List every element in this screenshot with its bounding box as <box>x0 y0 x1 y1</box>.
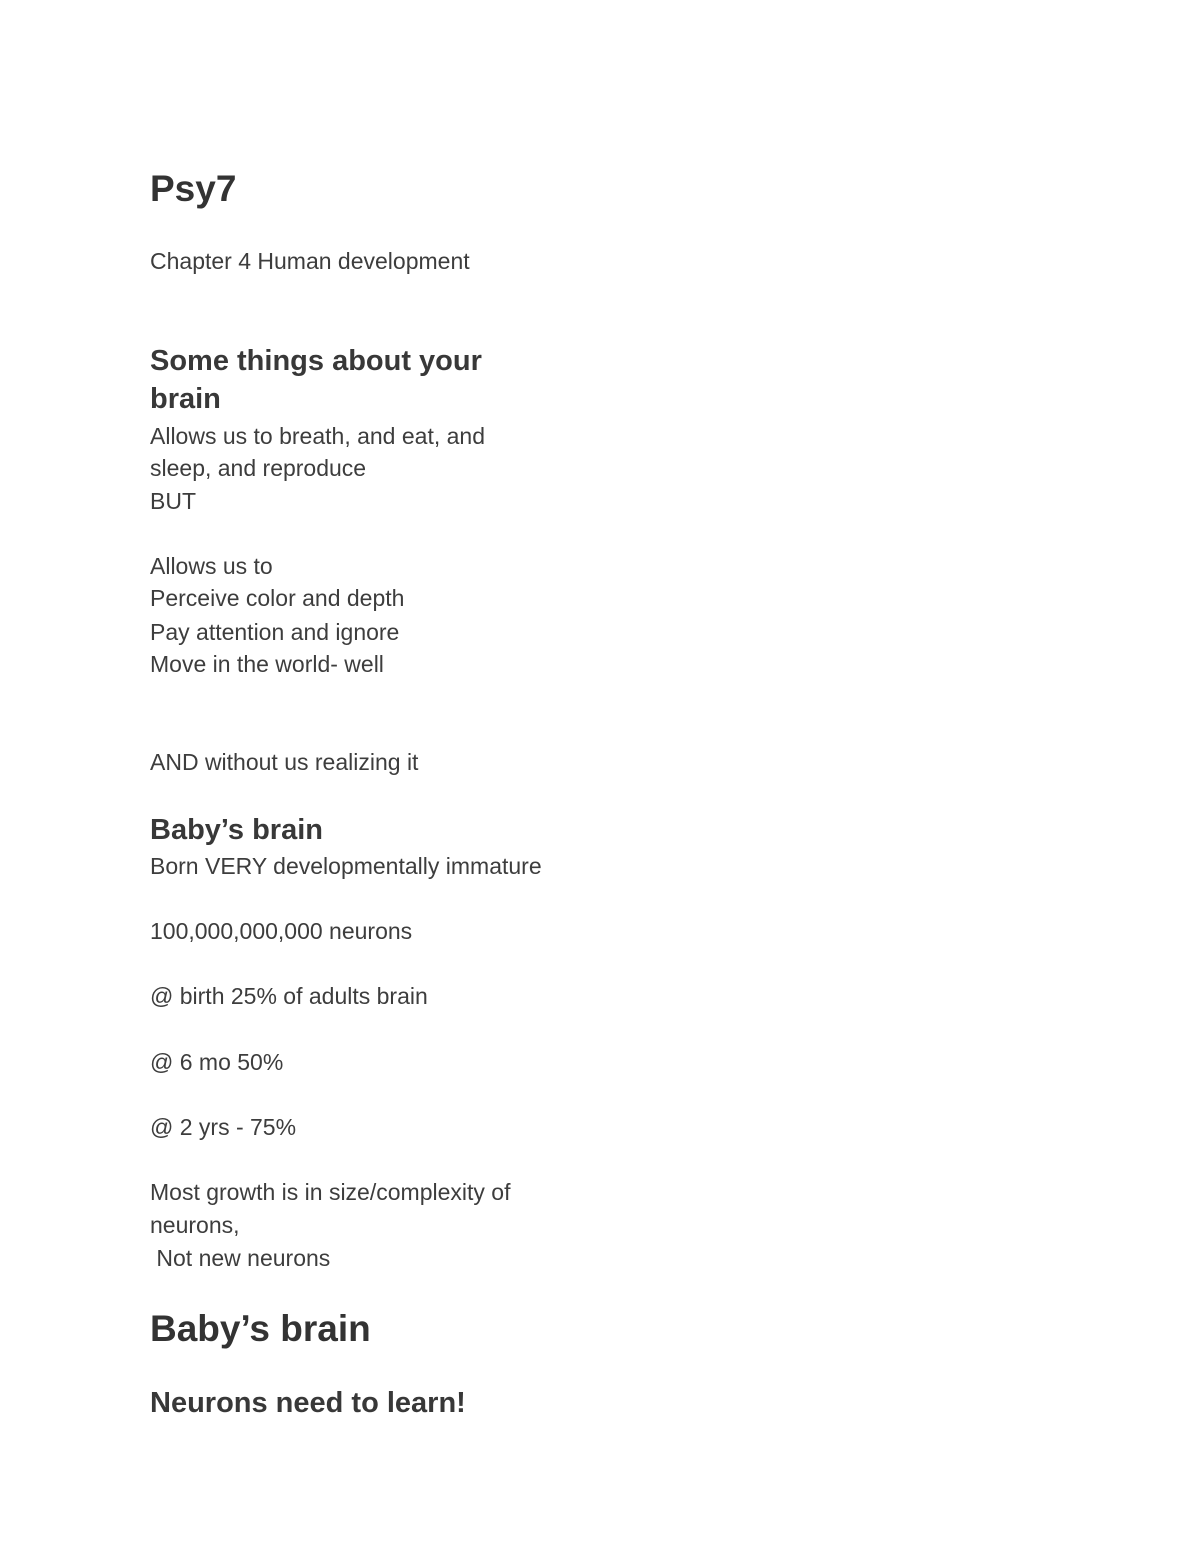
body-line: BUT <box>150 488 196 514</box>
closing-line: AND without us realizing it <box>150 749 419 775</box>
body-line: sleep, and reproduce <box>150 455 367 481</box>
stat-two-years: @ 2 yrs - 75% <box>150 1114 297 1140</box>
body-line: Allows us to breath, and eat, and <box>150 423 485 449</box>
section-heading-babys-brain-large: Baby’s brain <box>150 1308 371 1349</box>
list-item: Pay attention and ignore <box>150 619 400 645</box>
neuron-count: 100,000,000,000 neurons <box>150 918 413 944</box>
document-title: Psy7 <box>150 168 237 209</box>
section-heading-brain-line2: brain <box>150 383 221 415</box>
list-intro: Allows us to <box>150 553 273 579</box>
stat-six-months: @ 6 mo 50% <box>150 1049 284 1075</box>
list-item: Move in the world- well <box>150 651 384 677</box>
growth-line: neurons, <box>150 1212 240 1238</box>
stat-birth: @ birth 25% of adults brain <box>150 983 428 1009</box>
growth-line: Not new neurons <box>150 1245 331 1271</box>
section-heading-brain-line1: Some things about your <box>150 345 482 377</box>
chapter-subtitle: Chapter 4 Human development <box>150 248 470 274</box>
list-item: Perceive color and depth <box>150 585 405 611</box>
subheading-neurons-learn: Neurons need to learn! <box>150 1387 466 1419</box>
body-line: Born VERY developmentally immature <box>150 853 542 879</box>
section-heading-babys-brain: Baby’s brain <box>150 814 323 846</box>
growth-line: Most growth is in size/complexity of <box>150 1179 511 1205</box>
